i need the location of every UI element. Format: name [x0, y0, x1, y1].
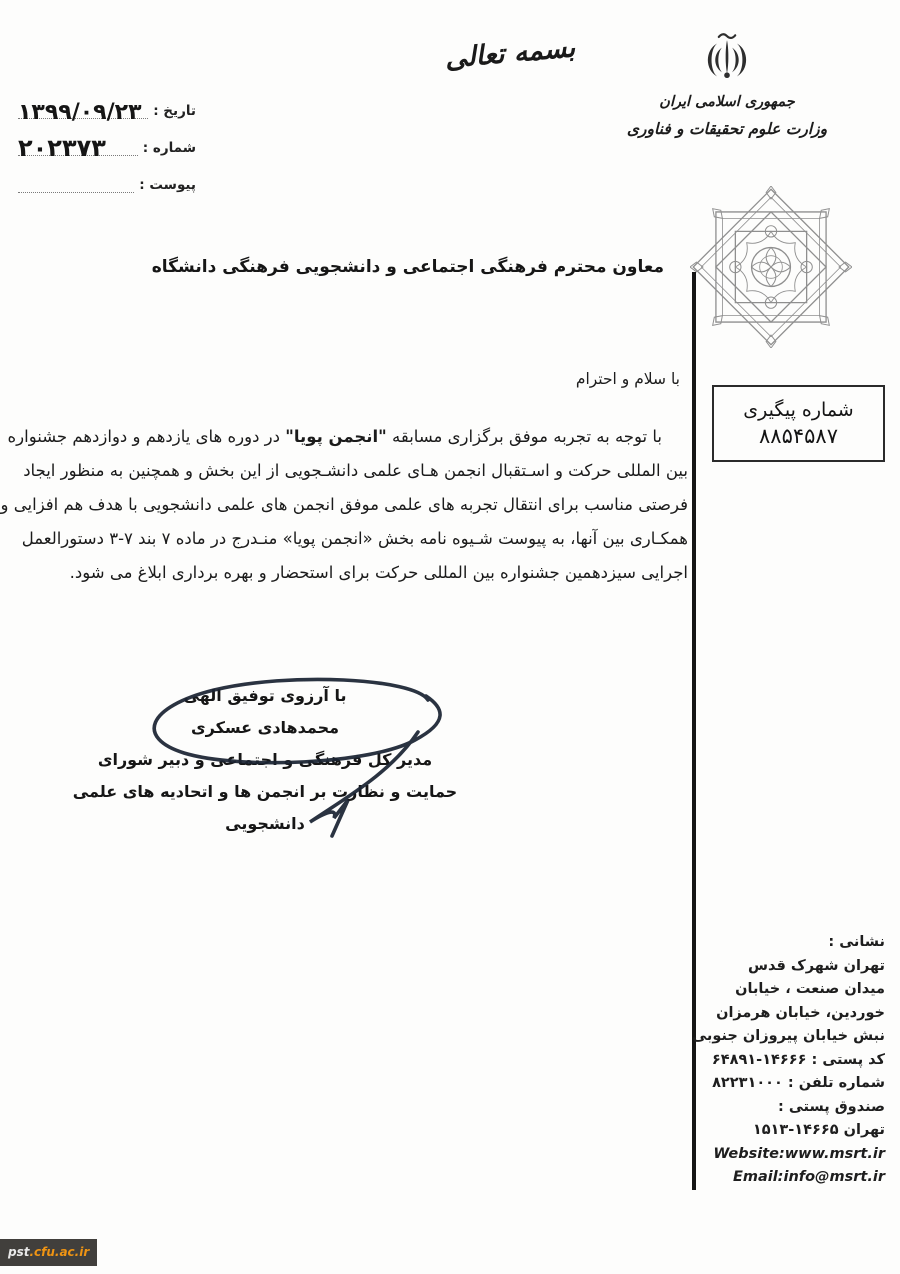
letter-body — [0, 420, 688, 590]
signatory-name: محمدهادی عسکری — [190, 718, 340, 737]
watermark-prefix: pst — [8, 1245, 30, 1259]
po-box-label: صندوق پستی : — [778, 1098, 885, 1115]
country-name: جمهوری اسلامی ایران — [659, 94, 795, 110]
body-line-1-bold: "انجمن پویا" — [285, 427, 387, 446]
body-line-4: همکـاری بین آنها، به پیوست شـیوه نامه بخش «انجمن پویا» منـدرج در ماده ۷ بند ۷-۳ دستورالعمل — [21, 529, 688, 548]
body-line-1-post: در دوره های یازدهم و دوازدهم جشنواره — [7, 427, 286, 446]
site-watermark — [0, 1239, 97, 1266]
po-box-value: تهران ۱۴۶۶۵-۱۵۱۳ — [752, 1122, 885, 1138]
date-dotted-line — [18, 82, 148, 125]
iran-emblem-icon — [698, 32, 756, 88]
postal-code: کد پستی : ۱۴۶۶۶-۶۴۸۹۱ — [711, 1051, 885, 1068]
address-line-2: میدان صنعت ، خیابان — [735, 981, 885, 997]
watermark-suffix: .cfu.ac.ir — [29, 1245, 90, 1259]
body-line-1 — [7, 420, 688, 454]
number-row — [18, 119, 198, 162]
body-line-1-pre: با توجه به تجربه موفق برگزاری مسابقه — [386, 427, 662, 446]
date-label: تاریخ : — [153, 103, 196, 119]
address-line-3: خوردین، خیابان هرمزان — [716, 1004, 885, 1021]
signatory-title-line-3: دانشجویی — [225, 814, 305, 833]
tracking-value: ۸۸۵۴۵۸۷ — [759, 424, 838, 448]
attachment-row — [18, 156, 198, 193]
bismillah-calligraphy: بسمه تعالی — [443, 32, 577, 75]
date-row — [18, 82, 198, 125]
email-text: Email:info@msrt.ir — [732, 1169, 885, 1185]
tracking-number-box — [712, 385, 885, 462]
tracking-label: شماره پیگیری — [743, 399, 854, 421]
number-label: شماره : — [142, 140, 196, 156]
number-dotted-line — [18, 119, 138, 162]
signature-blessing: با آرزوی توفیق الهی — [183, 686, 347, 705]
signatory-title-line-2: حمایت و نظارت بر انجمن ها و اتحادیه های علمی — [72, 782, 458, 801]
address-line-4: نبش خیابان پیروزان جنوبی — [692, 1028, 885, 1044]
body-line-2: بین المللی حرکت و اسـتقبال انجمن هـای علمی دانشـجویی از این بخش و همچنین به منظور ایجاد — [23, 461, 688, 480]
attachment-dotted-line — [18, 156, 134, 193]
date-value: ۱۳۹۹/۰۹/۲۳ — [18, 100, 142, 125]
body-line-5: اجرایی سیزدهمین جشنواره بین المللی حرکت برای استحضار و بهره برداری ابلاغ می شود. — [69, 563, 688, 582]
website-text: Website:www.msrt.ir — [713, 1145, 885, 1162]
signatory-title-line-1: مدیر کل فرهنگی و اجتماعی و دبیر شورای — [97, 750, 433, 769]
address-line-1: تهران شهرک قدس — [747, 957, 885, 974]
body-line-3: فرصتی مناسب برای انتقال تجربه های علمی موفق انجمن های علمی دانشجویی با هدف هم افزایی و — [0, 495, 688, 514]
letter-meta-block — [18, 82, 198, 193]
islimi-star-ornament-icon — [690, 186, 852, 348]
signature-block — [70, 680, 460, 840]
ministry-name: وزارت علوم تحقیقات و فناوری — [626, 120, 828, 138]
recipient-heading: معاون محترم فرهنگی اجتماعی و دانشجویی فرهنگی دانشگاه — [151, 257, 664, 277]
address-block — [692, 931, 885, 1190]
attachment-label: پیوست : — [139, 177, 196, 193]
letterhead — [602, 32, 852, 138]
salutation: با سلام و احترام — [575, 370, 680, 388]
address-label: نشانی : — [828, 934, 885, 950]
number-value: ۲۰۲۳۷۳ — [18, 134, 106, 162]
phone-number: شماره تلفن : ۸۲۲۳۱۰۰۰ — [712, 1075, 885, 1091]
